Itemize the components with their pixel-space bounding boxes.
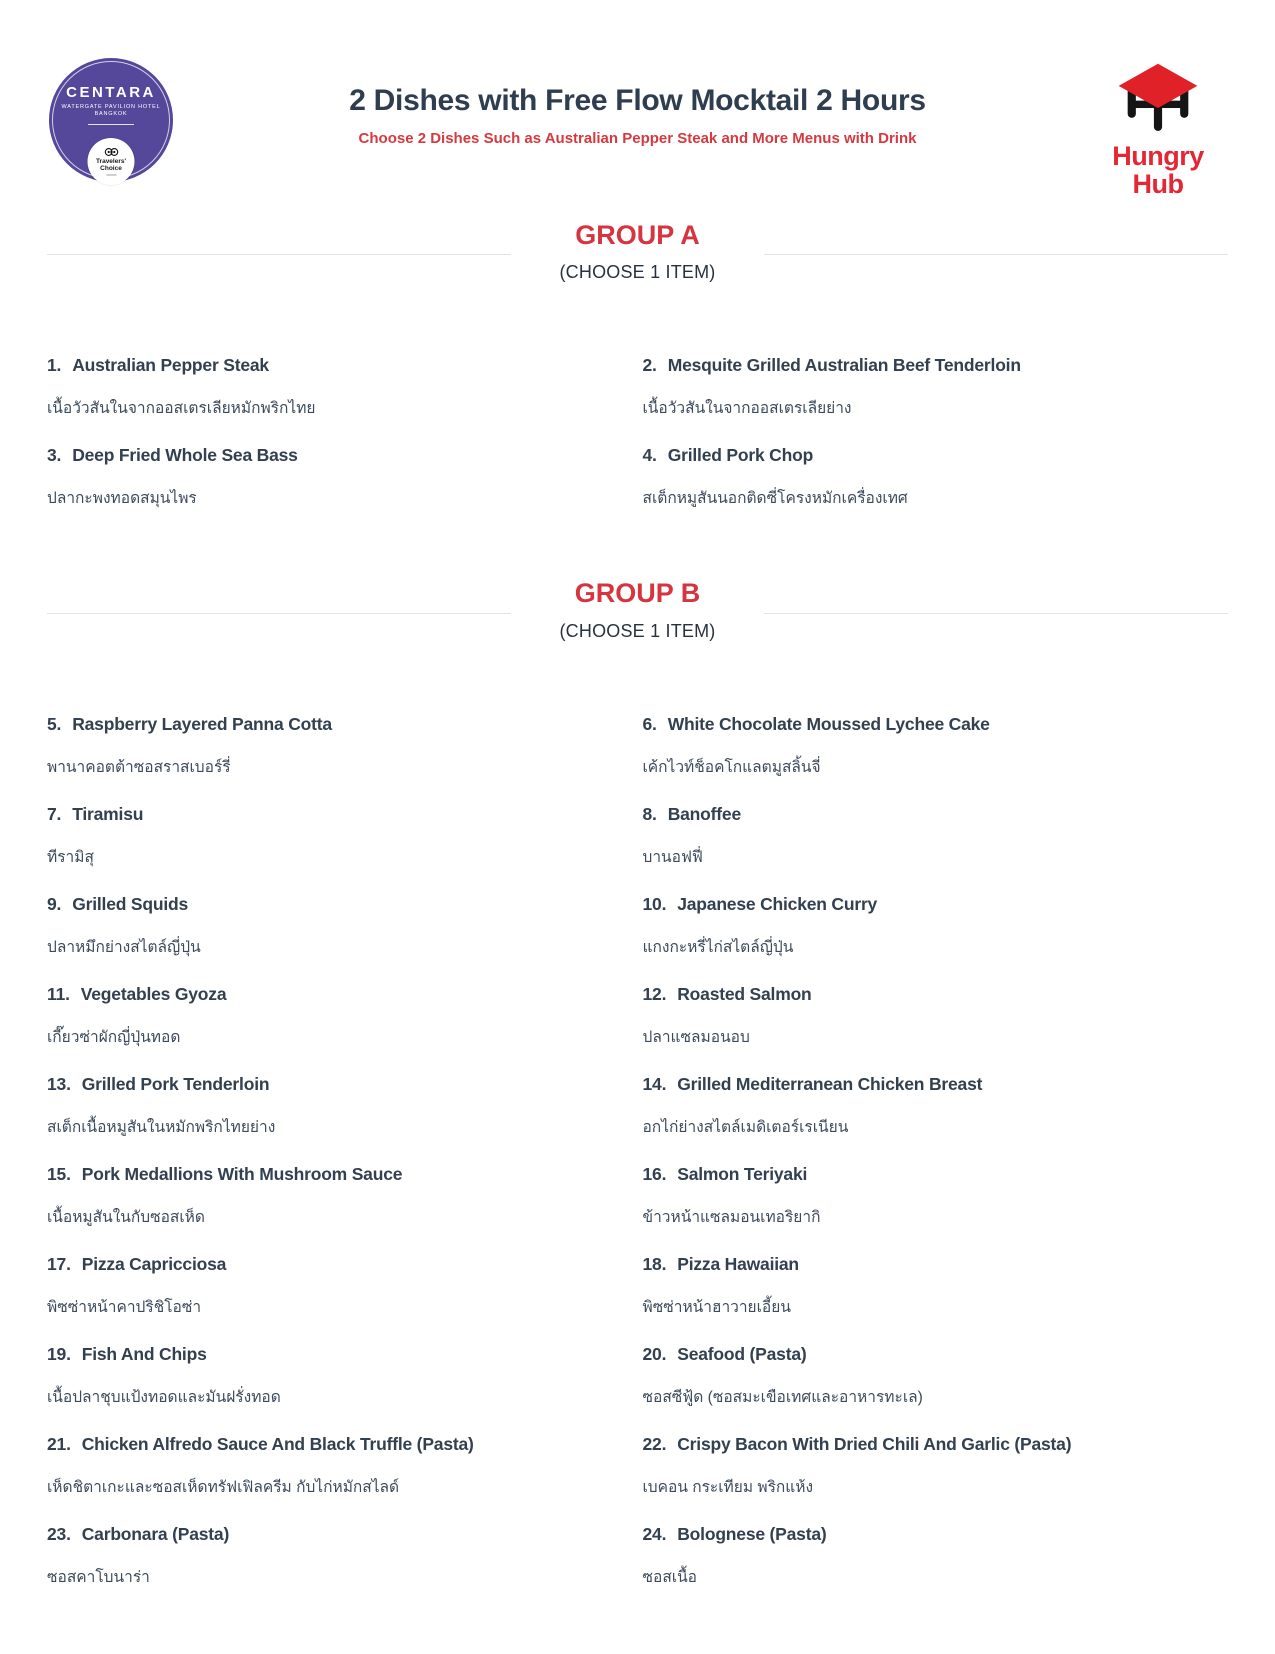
group-a-note: (CHOOSE 1 ITEM) — [559, 262, 716, 283]
menu-item-title: Tiramisu — [72, 804, 144, 825]
centara-hotel-city: BANGKOK — [94, 111, 128, 117]
menu-item-description: เห็ดชิตาเกะและซอสเห็ดทรัฟเฟิลครีม กับไก่หมักสไลด์ — [47, 1479, 400, 1497]
group-b-items — [47, 714, 1228, 1614]
menu-item-number: 15. — [47, 1164, 71, 1185]
menu-item — [643, 714, 1229, 804]
menu-item — [643, 1164, 1229, 1254]
menu-item-description: ซอสซีฟู้ด (ซอสมะเขือเทศและอาหารทะเล) — [642, 1389, 923, 1407]
menu-item-title: Grilled Mediterranean Chicken Breast — [677, 1074, 983, 1095]
menu-item-description: พานาคอตต้าซอสราสเบอร์รี่ — [47, 759, 231, 777]
menu-item — [47, 1434, 633, 1524]
menu-item-title: Pizza Capricciosa — [81, 1254, 227, 1275]
menu-item — [47, 1344, 633, 1434]
title-block — [187, 58, 1088, 147]
menu-item-title: White Chocolate Moussed Lychee Cake — [667, 714, 990, 735]
hungry-hub-wordmark — [1112, 142, 1204, 199]
badge-text-line2: Choice — [100, 165, 122, 172]
menu-item-title: Grilled Pork Chop — [667, 445, 814, 466]
menu-item-title: Roasted Salmon — [677, 984, 812, 1005]
hotel-logo-column — [47, 58, 187, 182]
menu-item-number: 21. — [47, 1434, 71, 1455]
menu-item-name — [47, 445, 633, 466]
hungry-hub-word2: Hub — [1132, 169, 1184, 200]
hungry-hub-logo — [1088, 58, 1228, 199]
menu-item — [643, 804, 1229, 894]
travelers-choice-badge — [88, 138, 135, 185]
menu-item — [643, 1344, 1229, 1434]
menu-item-description: ข้าวหน้าแซลมอนเทอริยากิ — [642, 1209, 821, 1227]
menu-item-name — [47, 714, 633, 735]
header-rule-left — [47, 254, 511, 255]
menu-item-number: 3. — [47, 445, 62, 466]
menu-item-number: 20. — [642, 1344, 667, 1365]
menu-item-name — [643, 1344, 1229, 1365]
menu-item-title: Crispy Bacon With Dried Chili And Garlic (Pasta) — [677, 1434, 1072, 1455]
group-a-title: GROUP A — [575, 219, 700, 250]
menu-item — [47, 1074, 633, 1164]
menu-item-name — [643, 445, 1229, 466]
menu-item-title: Seafood (Pasta) — [677, 1344, 807, 1365]
menu-item-title: Salmon Teriyaki — [677, 1164, 808, 1185]
group-b-header — [47, 579, 1228, 609]
menu-item — [643, 355, 1229, 445]
menu-item-number: 7. — [47, 804, 62, 825]
menu-item — [47, 714, 633, 804]
group-a-header — [47, 221, 1228, 251]
menu-item-title: Banoffee — [667, 804, 741, 825]
badge-text-line1: Travelers' — [95, 157, 127, 165]
header-rule-right — [764, 613, 1228, 614]
menu-item-name — [47, 1434, 633, 1455]
menu-item-description: ซอสคาโบนาร่า — [47, 1569, 150, 1587]
menu-item-number: 22. — [642, 1434, 667, 1455]
menu-item — [47, 1164, 633, 1254]
menu-item-title: Japanese Chicken Curry — [677, 894, 878, 915]
menu-item-description: แกงกะหรี่ไก่สไตล์ญี่ปุ่น — [642, 939, 794, 957]
menu-item-description: บานอฟฟี่ — [642, 849, 703, 867]
menu-item — [643, 1074, 1229, 1164]
menu-item — [643, 1434, 1229, 1524]
menu-item-name — [643, 804, 1229, 825]
menu-item-description: สเต็กหมูสันนอกติดซี่โครงหมักเครื่องเทศ — [642, 490, 908, 508]
menu-item-description: ปลาแซลมอนอบ — [642, 1029, 750, 1047]
menu-item — [47, 804, 633, 894]
page-title: 2 Dishes with Free Flow Mocktail 2 Hours — [349, 84, 926, 117]
menu-item-number: 23. — [47, 1524, 71, 1545]
centara-brand-text: CENTARA — [66, 84, 156, 101]
centara-hotel-logo — [49, 58, 173, 182]
page-subtitle: Choose 2 Dishes Such as Australian Pepper Steak and More Menus with Drink — [358, 130, 917, 147]
menu-item-title: Raspberry Layered Panna Cotta — [72, 714, 332, 735]
menu-item-title: Grilled Squids — [72, 894, 189, 915]
menu-item-number: 11. — [47, 984, 70, 1005]
menu-item — [47, 984, 633, 1074]
menu-item-description: เนื้อวัวสันในจากออสเตรเลียหมักพริกไทย — [47, 400, 316, 418]
menu-item — [47, 1254, 633, 1344]
menu-item-number: 1. — [47, 355, 62, 376]
menu-item-number: 24. — [642, 1524, 667, 1545]
menu-item-number: 13. — [47, 1074, 71, 1095]
menu-item-name — [47, 1164, 633, 1185]
menu-item-description: ปลาหมึกย่างสไตล์ญี่ปุ่น — [47, 939, 201, 957]
menu-item-description: เค้กไวท์ช็อคโกแลตมูสลิ้นจี่ — [642, 759, 821, 777]
group-a-items — [47, 355, 1228, 535]
menu-item-title: Pork Medallions With Mushroom Sauce — [81, 1164, 403, 1185]
menu-item-title: Bolognese (Pasta) — [677, 1524, 827, 1545]
menu-item-name — [643, 355, 1229, 376]
group-b-title: GROUP B — [574, 578, 701, 609]
header-rule-right — [764, 254, 1228, 255]
menu-item-title: Fish And Chips — [81, 1344, 207, 1365]
header — [47, 58, 1228, 199]
menu-item — [47, 894, 633, 984]
menu-item-name — [643, 1164, 1229, 1185]
menu-item-description: ซอสเนื้อ — [642, 1569, 697, 1587]
header-rule-left — [47, 613, 511, 614]
badge-year-mark — [106, 174, 116, 176]
menu-item-description: ปลากะพงทอดสมุนไพร — [47, 490, 197, 508]
menu-item-number: 6. — [642, 714, 657, 735]
menu-item-name — [643, 894, 1229, 915]
menu-item-title: Deep Fried Whole Sea Bass — [72, 445, 298, 466]
menu-item-number: 14. — [642, 1074, 667, 1095]
menu-item — [643, 1254, 1229, 1344]
menu-item-title: Vegetables Gyoza — [80, 984, 227, 1005]
menu-item-description: เนื้อหมูสันในกับซอสเห็ด — [47, 1209, 205, 1227]
menu-item-name — [47, 1344, 633, 1365]
menu-item — [643, 1524, 1229, 1614]
menu-item-name — [643, 714, 1229, 735]
menu-item-number: 2. — [642, 355, 657, 376]
menu-item-name — [47, 894, 633, 915]
menu-item — [47, 355, 633, 445]
menu-item-name — [47, 1074, 633, 1095]
menu-item-title: Australian Pepper Steak — [72, 355, 269, 376]
menu-item-name — [47, 984, 633, 1005]
menu-item-name — [47, 355, 633, 376]
menu-item-name — [643, 984, 1229, 1005]
menu-item-number: 4. — [642, 445, 657, 466]
menu-item — [643, 445, 1229, 535]
menu-item-description: สเต็กเนื้อหมูสันในหมักพริกไทยย่าง — [47, 1119, 276, 1137]
menu-item-title: Pizza Hawaiian — [677, 1254, 799, 1275]
menu-item-name — [643, 1524, 1229, 1545]
menu-item-number: 19. — [47, 1344, 71, 1365]
menu-item-title: Chicken Alfredo Sauce And Black Truffle (Pasta) — [81, 1434, 474, 1455]
owl-icon — [104, 147, 118, 157]
menu-item-description: ทีรามิสุ — [47, 849, 94, 867]
menu-item-number: 9. — [47, 894, 62, 915]
menu-item-name — [643, 1074, 1229, 1095]
menu-item-number: 18. — [642, 1254, 667, 1275]
menu-item — [47, 445, 633, 535]
menu-item-name — [47, 1524, 633, 1545]
menu-item — [643, 894, 1229, 984]
menu-item-description: อกไก่ย่างสไตล์เมดิเตอร์เรเนียน — [642, 1119, 849, 1137]
menu-item-name — [643, 1434, 1229, 1455]
menu-item-name — [47, 804, 633, 825]
menu-item-name — [643, 1254, 1229, 1275]
menu-item-number: 5. — [47, 714, 62, 735]
group-b-section — [47, 579, 1228, 1614]
group-a-section — [47, 221, 1228, 536]
centara-hotel-name: WATERGATE PAVILION HOTEL — [61, 104, 161, 110]
menu-item-description: เนื้อวัวสันในจากออสเตรเลียย่าง — [642, 400, 852, 418]
menu-item-number: 12. — [642, 984, 667, 1005]
menu-item-description: พิซซ่าหน้าฮาวายเอี้ยน — [642, 1299, 791, 1317]
menu-item-number: 16. — [642, 1164, 667, 1185]
menu-item-name — [47, 1254, 633, 1275]
menu-item — [47, 1524, 633, 1614]
menu-item-title: Grilled Pork Tenderloin — [81, 1074, 270, 1095]
menu-item-number: 17. — [47, 1254, 71, 1275]
menu-item-description: เบคอน กระเทียม พริกแห้ง — [642, 1479, 814, 1497]
menu-item-description: เนื้อปลาชุบแป้งทอดและมันฝรั่งทอด — [47, 1389, 281, 1407]
menu-item-title: Carbonara (Pasta) — [81, 1524, 230, 1545]
menu-item-number: 8. — [642, 804, 657, 825]
menu-item-description: พิซซ่าหน้าคาปริชิโอซ่า — [47, 1299, 202, 1317]
group-b-note: (CHOOSE 1 ITEM) — [559, 621, 716, 642]
menu-item-description: เกี๊ยวซ่าผักญี่ปุ่นทอด — [47, 1029, 181, 1047]
hungry-hub-word1: Hungry — [1112, 141, 1204, 171]
menu-item-number: 10. — [642, 894, 667, 915]
menu-item — [643, 984, 1229, 1074]
menu-item-title: Mesquite Grilled Australian Beef Tenderloin — [667, 355, 1021, 376]
hungry-hub-table-icon — [1117, 62, 1199, 136]
